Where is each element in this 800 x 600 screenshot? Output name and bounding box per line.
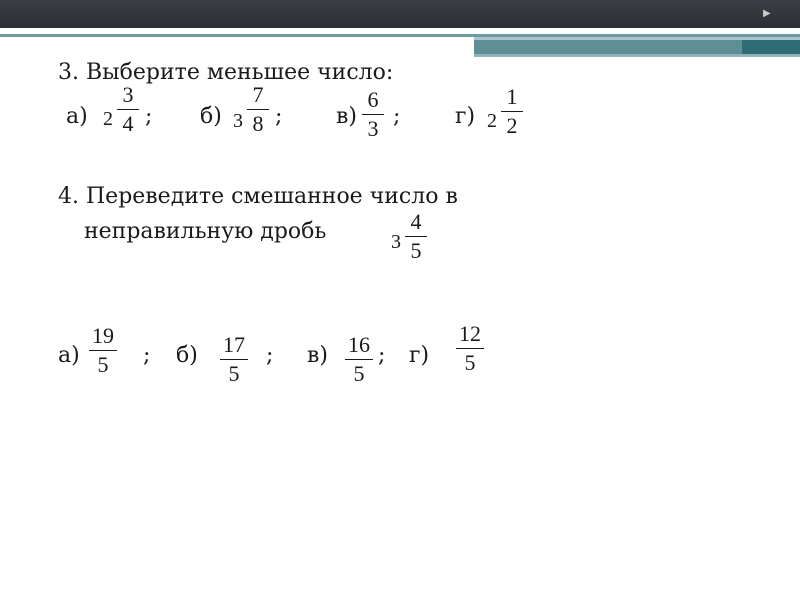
task3-option-a-numerator: 3	[122, 82, 134, 107]
slide-header-bar	[0, 0, 800, 28]
fraction-bar	[89, 350, 117, 351]
task4-answer-a-separator: ;	[143, 343, 151, 368]
task3-option-g-whole: 2	[487, 110, 497, 132]
task3-option-b-label: б)	[200, 104, 222, 129]
task3-option-b-numerator: 7	[252, 82, 264, 107]
task4-text-line1: 4. Переведите смешанное число в	[58, 184, 458, 209]
header-accent-block-dark	[742, 40, 800, 54]
task3-option-b-whole: 3	[233, 110, 243, 132]
task4-answer-a-label: а)	[58, 343, 80, 368]
task4-mixed-fraction	[405, 210, 427, 263]
task4-answer-b-fraction	[220, 333, 248, 386]
task3-option-b-separator: ;	[275, 104, 283, 129]
task4-answer-g-label: г)	[409, 343, 430, 368]
task4-answer-a-denominator: 5	[97, 352, 109, 378]
task3-option-g-numerator: 1	[506, 84, 518, 109]
task3-option-b-denominator: 8	[252, 111, 264, 137]
task4-answer-v-separator: ;	[378, 343, 386, 368]
fraction-bar	[345, 359, 373, 360]
task4-answer-a-fraction	[89, 324, 117, 377]
fraction-bar	[456, 348, 484, 349]
task3-option-v-numerator: 6	[367, 87, 379, 112]
task4-answer-a-numerator: 19	[92, 323, 114, 348]
task4-answer-b-label: б)	[176, 343, 198, 368]
task3-option-a-whole: 2	[103, 108, 113, 130]
task4-mixed-denominator: 5	[410, 238, 422, 264]
task4-answer-g-numerator: 12	[459, 321, 481, 346]
task3-option-a-fraction	[117, 83, 139, 136]
task3-title: 3. Выберите меньшее число:	[58, 60, 394, 85]
task3-option-g-denominator: 2	[506, 113, 518, 139]
task4-answer-v-fraction	[345, 333, 373, 386]
fraction-bar	[405, 236, 427, 237]
task4-answer-b-numerator: 17	[223, 332, 245, 357]
task3-option-v-denominator: 3	[367, 116, 379, 142]
task4-answer-b-separator: ;	[266, 343, 274, 368]
task3-option-v-label: в)	[336, 104, 357, 129]
fraction-bar	[247, 109, 269, 110]
fraction-bar	[362, 114, 384, 115]
task3-option-v-fraction	[362, 88, 384, 141]
header-accent-strip	[474, 54, 800, 57]
task4-answer-v-denominator: 5	[353, 361, 365, 387]
task4-answer-v-numerator: 16	[348, 332, 370, 357]
task3-option-g-fraction	[501, 85, 523, 138]
task4-answer-v-label: в)	[307, 343, 328, 368]
task3-option-g-label: г)	[455, 104, 476, 129]
fraction-bar	[117, 109, 139, 110]
task4-answer-g-fraction	[456, 322, 484, 375]
task3-option-a-label: а)	[66, 104, 88, 129]
task4-answer-g-denominator: 5	[464, 350, 476, 376]
task4-answer-b-denominator: 5	[228, 361, 240, 387]
task3-option-v-separator: ;	[393, 104, 401, 129]
task4-mixed-numerator: 4	[410, 209, 422, 234]
task4-text-line2: неправильную дробь	[84, 219, 327, 244]
task4-mixed-whole: 3	[391, 231, 401, 253]
task3-option-a-separator: ;	[145, 104, 153, 129]
fraction-bar	[501, 111, 523, 112]
fraction-bar	[220, 359, 248, 360]
slide-nav-arrow-icon[interactable]: ▶	[763, 8, 771, 19]
task3-option-b-fraction	[247, 83, 269, 136]
task3-option-a-denominator: 4	[122, 111, 134, 137]
